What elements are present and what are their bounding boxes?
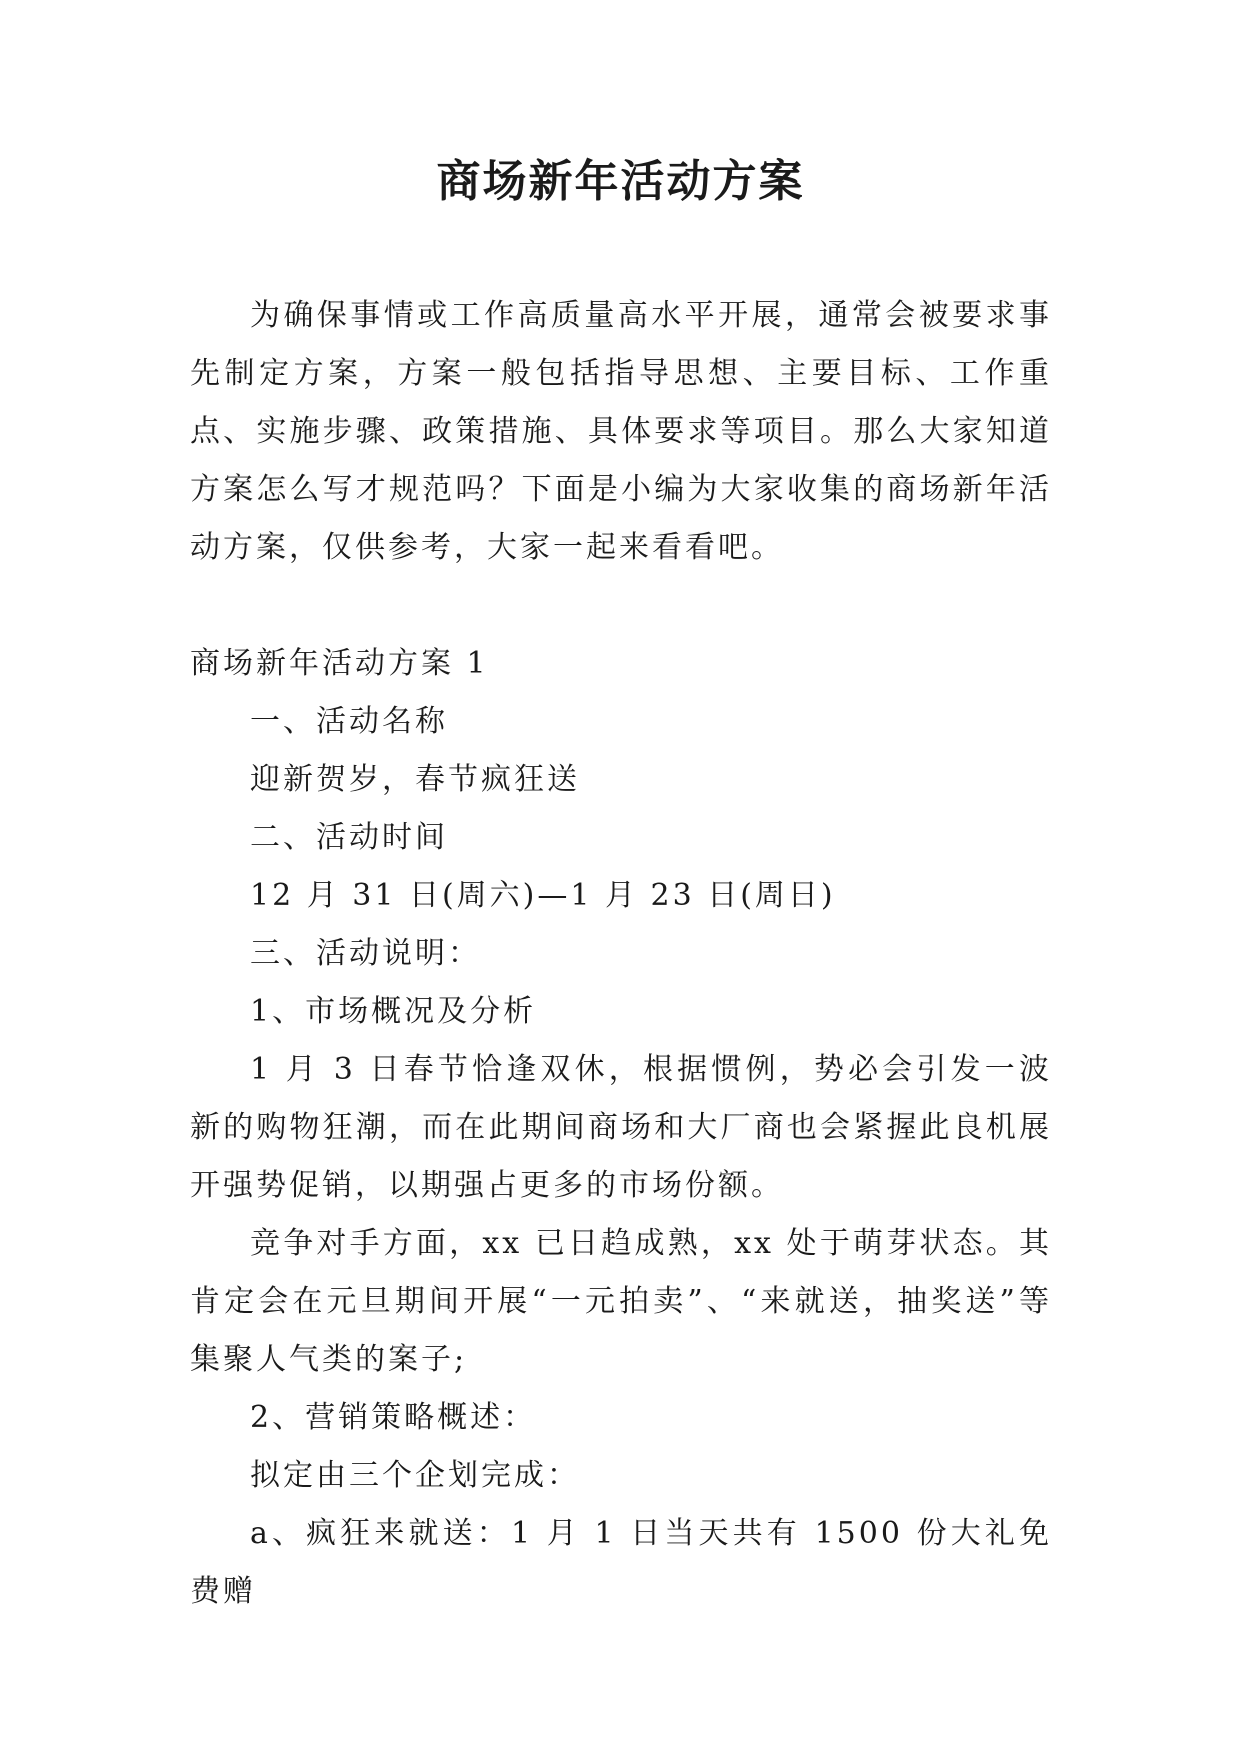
strategy-intro: 拟定由三个企划完成： [250,1458,580,1493]
section-title: 商场新年活动方案 1 [190,646,489,681]
strategy-item-a: a、疯狂来就送：1 月 1 日当天共有 1500 份大礼免费赠 [190,1516,1052,1609]
document-body [190,287,1052,1621]
activity-name-text: 迎新贺岁，春节疯狂送 [250,762,580,797]
paragraph-gap [190,577,1052,635]
document-title: 商场新年活动方案 [436,156,805,207]
intro-paragraph: 为确保事情或工作高质量高水平开展，通常会被要求事先制定方案，方案一般包括指导思想、主要目标、工作重点、实施步骤、政策措施、具体要求等项目。那么大家知道方案怎么写才规范吗？下面是小编为大家收集的商场新年活动方案，仅供参考，大家一起来看看吧。 [190,298,1052,565]
heading-activity-name: 一、活动名称 [250,704,448,739]
subheading-marketing-strategy: 2、营销策略概述： [250,1400,537,1435]
heading-activity-time: 二、活动时间 [250,820,448,855]
market-analysis-paragraph: 1 月 3 日春节恰逢双休，根据惯例，势必会引发一波新的购物狂潮，而在此期间商场和大厂商也会紧握此良机展开强势促销，以期强占更多的市场份额。 [190,1052,1052,1203]
activity-time-text: 12 月 31 日(周六)—1 月 23 日(周日) [250,878,836,913]
competitor-paragraph: 竞争对手方面，xx 已日趋成熟，xx 处于萌芽状态。其肯定会在元旦期间开展“一元拍卖”、“来就送，抽奖送”等集聚人气类的案子; [190,1226,1052,1377]
heading-activity-description: 三、活动说明： [250,936,481,971]
subheading-market-analysis: 1、市场概况及分析 [250,994,537,1029]
